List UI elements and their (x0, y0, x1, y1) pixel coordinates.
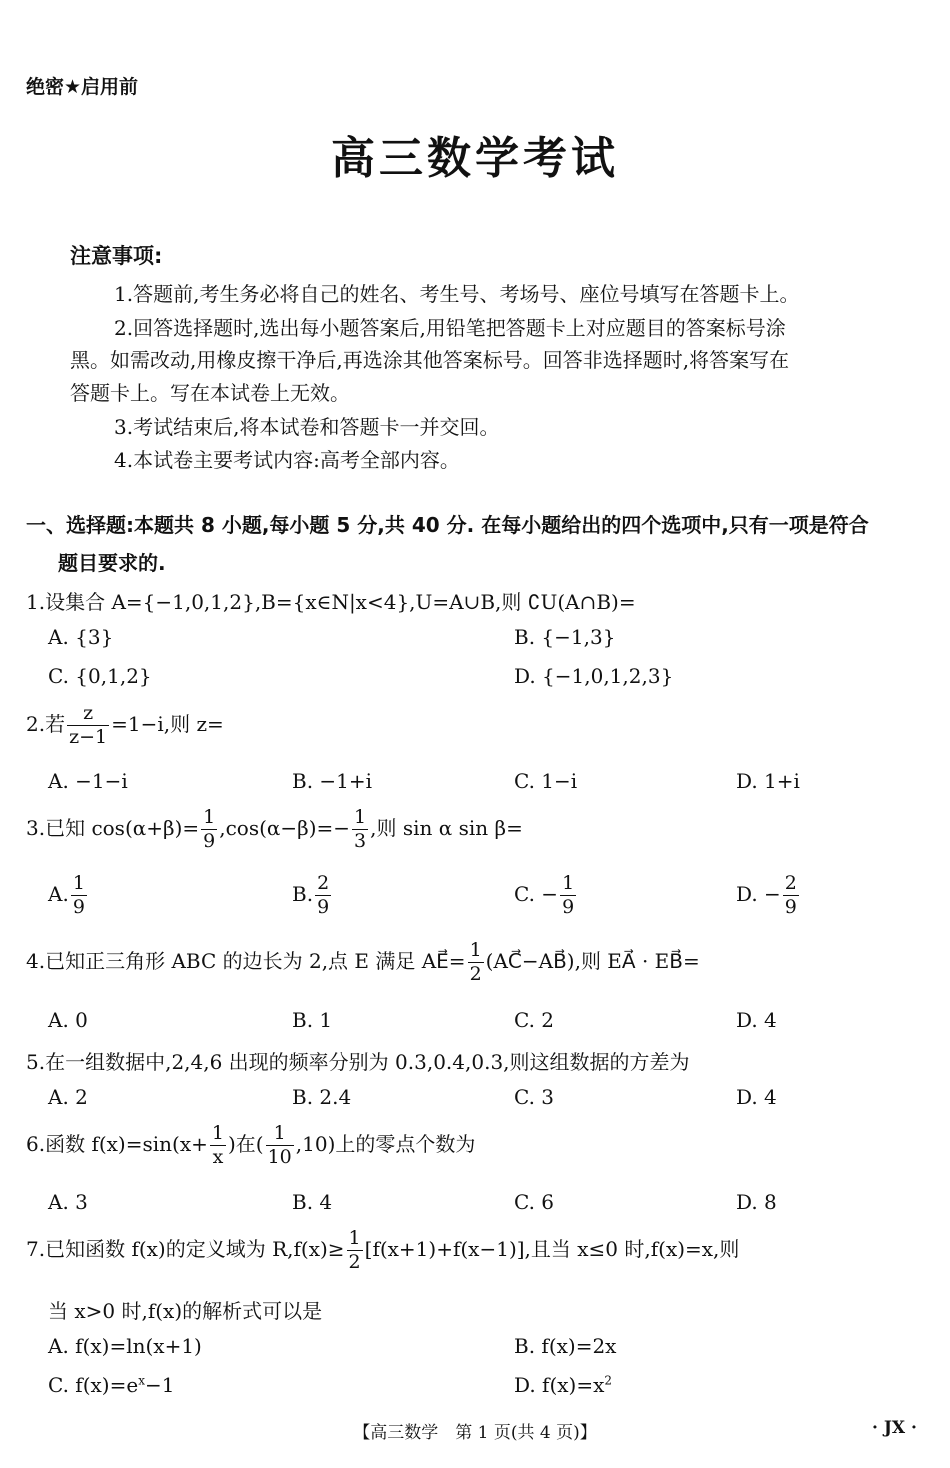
q3-b-frac (315, 874, 331, 917)
question-7-stem (26, 1229, 739, 1272)
q5-option-a: A. 2 (48, 1085, 88, 1109)
q3-c-label: C. − (514, 882, 559, 906)
q6-part: )在( (227, 1132, 264, 1156)
q5-option-d: D. 4 (736, 1085, 777, 1109)
question-4-stem (26, 941, 700, 984)
q4-num: 1 (469, 939, 482, 961)
q1-option-b: B. {−1,3} (514, 625, 616, 649)
q2-num: z (67, 704, 109, 726)
q7-num: 1 (348, 1227, 361, 1249)
q2-fraction (67, 704, 109, 747)
q6-option-b: B. 4 (292, 1190, 333, 1214)
q6-part: 6.函数 f(x)=sin(x+ (26, 1132, 208, 1156)
q2-den: z−1 (69, 726, 108, 748)
q3-d-label: D. − (736, 882, 781, 906)
q3-part: ,cos(α−β)=− (219, 816, 351, 840)
q3-f1-den: 9 (203, 830, 216, 852)
q2-prefix: 2.若 (26, 712, 66, 736)
q6-frac-1 (210, 1124, 226, 1167)
q7-c-sup: x (138, 1373, 145, 1388)
q3-option-a (48, 874, 89, 917)
question-6-stem (26, 1124, 475, 1167)
q3-c-den: 9 (562, 896, 575, 918)
q2-option-a: A. −1−i (48, 769, 128, 793)
q5-option-c: C. 3 (514, 1085, 555, 1109)
exam-code: · JX · (872, 1418, 917, 1438)
q1-option-c: C. {0,1,2} (48, 664, 152, 688)
q6-frac-2 (266, 1124, 294, 1167)
q7-option-a: A. f(x)=ln(x+1) (48, 1334, 202, 1358)
q2-option-c: C. 1−i (514, 769, 578, 793)
q4-frac (468, 941, 484, 984)
q4-den: 2 (469, 963, 482, 985)
q3-d-den: 9 (784, 896, 797, 918)
q4-part: 4.已知正三角形 ABC 的边长为 2,点 E 满足 AE⃗= (26, 949, 466, 973)
q6-f1-den: x (212, 1146, 224, 1168)
q1-option-d: D. {−1,0,1,2,3} (514, 664, 674, 688)
q2-option-d: D. 1+i (736, 769, 800, 793)
q3-f2-num: 1 (354, 806, 367, 828)
question-1-stem: 1.设集合 A={−1,0,1,2},B={x∈N|x<4},U=A∪B,则 ∁U(A∩B)= (26, 590, 636, 614)
q3-c-num: 1 (562, 872, 575, 894)
q3-part: ,则 sin α sin β= (370, 816, 523, 840)
page-footer: 【高三数学 第 1 页(共 4 页)】 (353, 1423, 597, 1443)
q3-d-num: 2 (784, 872, 797, 894)
q6-f1-num: 1 (211, 1122, 224, 1144)
q3-c-frac (560, 874, 576, 917)
q7-c-base: C. f(x)=e (48, 1373, 139, 1397)
q7-den: 2 (348, 1251, 361, 1273)
q2-suffix: =1−i,则 z= (111, 712, 224, 736)
q6-option-c: C. 6 (514, 1190, 555, 1214)
q7-d-sup: 2 (604, 1373, 613, 1388)
q3-a-frac (71, 874, 87, 917)
q3-d-frac (783, 874, 799, 917)
q1-option-a: A. {3} (48, 625, 114, 649)
q4-option-b: B. 1 (292, 1008, 333, 1032)
q3-b-num: 2 (317, 872, 330, 894)
q3-b-label: B. (292, 882, 314, 906)
q6-f2-num: 1 (266, 1124, 294, 1146)
q7-c-tail: −1 (144, 1373, 175, 1397)
notice-line: 4.本试卷主要考试内容:高考全部内容。 (114, 448, 460, 472)
q4-option-d: D. 4 (736, 1008, 777, 1032)
q2-option-b: B. −1+i (292, 769, 373, 793)
section-heading-cont: 题目要求的. (58, 551, 166, 575)
section-heading: 一、选择题:本题共 8 小题,每小题 5 分,共 40 分. 在每小题给出的四个选项中,只有一项是符合 (26, 513, 869, 537)
q7-d-base: D. f(x)=x (514, 1373, 605, 1397)
q3-a-den: 9 (72, 896, 85, 918)
q7-option-d (514, 1373, 612, 1397)
notice-line: 黑。如需改动,用橡皮擦干净后,再选涂其他答案标号。回答非选择题时,将答案写在 (70, 348, 790, 372)
q3-f2-den: 3 (354, 830, 367, 852)
q7-option-b: B. f(x)=2x (514, 1334, 617, 1358)
notice-line: 2.回答选择题时,选出每小题答案后,用铅笔把答题卡上对应题目的答案标号涂 (114, 316, 786, 340)
notice-line: 答题卡上。写在本试卷上无效。 (70, 381, 350, 405)
q4-part: (AC⃗−AB⃗),则 EA⃗ · EB⃗= (485, 949, 700, 973)
q3-option-b (292, 874, 333, 917)
q3-a-num: 1 (72, 872, 85, 894)
q3-a-label: A. (48, 882, 69, 906)
question-3-stem (26, 808, 523, 851)
q4-option-c: C. 2 (514, 1008, 555, 1032)
q6-option-d: D. 8 (736, 1190, 777, 1214)
q3-part: 3.已知 cos(α+β)= (26, 816, 200, 840)
notice-heading: 注意事项: (70, 244, 163, 268)
question-5-stem: 5.在一组数据中,2,4,6 出现的频率分别为 0.3,0.4,0.3,则这组数据的方差为 (26, 1050, 690, 1074)
q3-b-den: 9 (317, 896, 330, 918)
q3-option-d (736, 874, 801, 917)
q4-option-a: A. 0 (48, 1008, 88, 1032)
question-2-stem (26, 704, 224, 747)
question-7-stem-cont: 当 x>0 时,f(x)的解析式可以是 (48, 1299, 323, 1323)
notice-line: 3.考试结束后,将本试卷和答题卡一并交回。 (114, 415, 500, 439)
q7-part: [f(x+1)+f(x−1)],且当 x≤0 时,f(x)=x,则 (364, 1237, 740, 1261)
q3-frac-2 (352, 808, 368, 851)
q7-part: 7.已知函数 f(x)的定义域为 R,f(x)≥ (26, 1237, 345, 1261)
q7-frac (347, 1229, 363, 1272)
secret-label: 绝密★启用前 (26, 76, 139, 98)
q5-option-b: B. 2.4 (292, 1085, 352, 1109)
q3-f1-num: 1 (203, 806, 216, 828)
q6-part: ,10)上的零点个数为 (295, 1132, 476, 1156)
q3-frac-1 (201, 808, 217, 851)
notice-line: 1.答题前,考生务必将自己的姓名、考生号、考场号、座位号填写在答题卡上。 (114, 282, 800, 306)
q6-f2-den: 10 (267, 1146, 292, 1168)
page-title: 高三数学考试 (331, 133, 619, 184)
q7-option-c (48, 1373, 174, 1397)
q6-option-a: A. 3 (48, 1190, 88, 1214)
q3-option-c (514, 874, 578, 917)
